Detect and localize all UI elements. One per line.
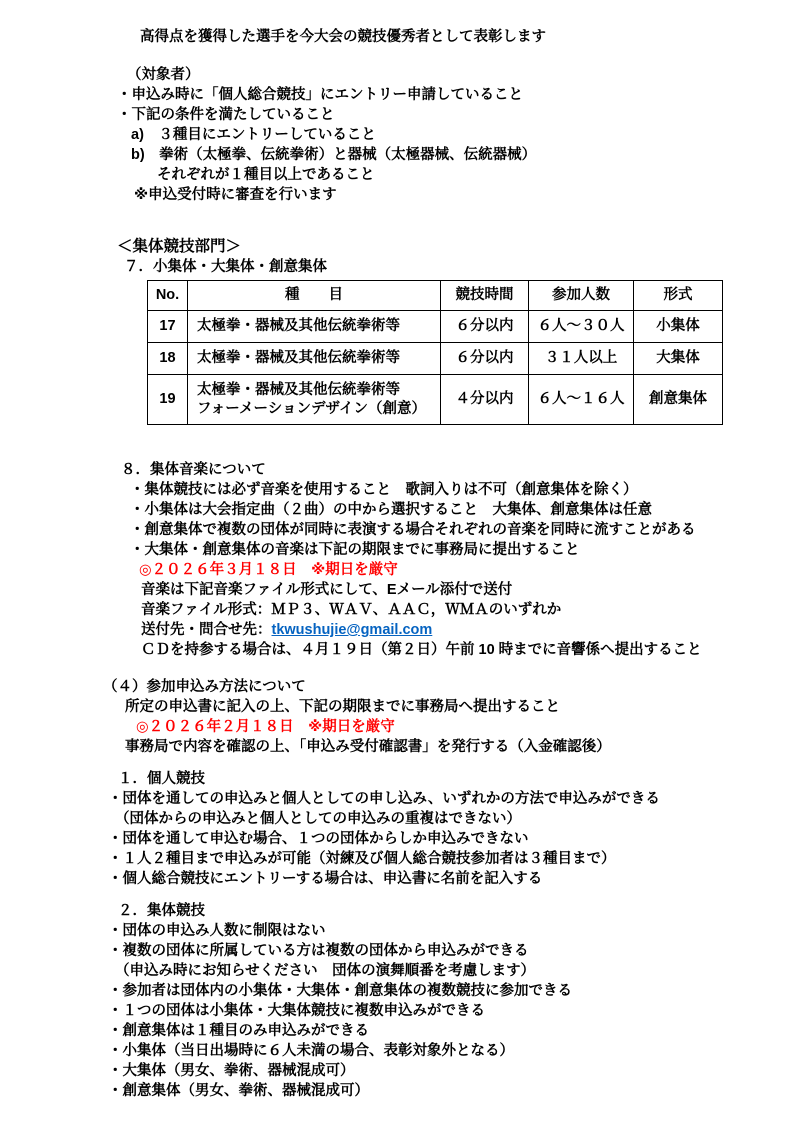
condition-item-b-continued: それぞれが１種目以上であること [157, 167, 375, 183]
music-bullet: ・大集体・創意集体の音楽は下記の期限までに事務局に提出すること [130, 542, 580, 558]
group-bullet: ・創意集体（男女、拳術、器械混成可） [108, 1083, 369, 1099]
music-deadline: ◎２０２６年３月１８日 ※期日を厳守 [139, 562, 398, 578]
cell-time: ６分以内 [441, 343, 529, 375]
group-bullet: ・参加者は団体内の小集体・大集体・創意集体の複数競技に参加できる [108, 983, 572, 999]
condition-item-b: b) 拳術（太極拳、伝統拳術）と器械（太極器械、伝統器械） [131, 147, 537, 163]
target-heading: （対象者） [127, 67, 200, 83]
music-note: 音楽は下記音楽ファイル形式にして、Eメール添付で送付 [141, 582, 513, 598]
individual-bullet-continued: （団体からの申込みと個人としての申込みの重複はできない） [115, 811, 521, 827]
cell-people: ６人～３０人 [529, 311, 634, 343]
group-bullet: ・小集体（当日出場時に６人未満の場合、表彰対象外となる） [108, 1043, 514, 1059]
music-bullet: ・集体競技には必ず音楽を使用すること 歌詞入りは不可（創意集体を除く） [130, 482, 638, 498]
col-header-people: 参加人数 [529, 281, 634, 311]
music-file-format-note: 音楽ファイル形式：ＭＰ３、ＷＡＶ、ＡＡＣ，ＷＭＡのいずれか [141, 602, 562, 618]
group-bullet: ・１つの団体は小集体・大集体競技に複数申込みができる [108, 1003, 485, 1019]
music-bullet: ・創意集体で複数の団体が同時に表演する場合それぞれの音楽を同時に流すことがある [130, 522, 696, 538]
cd-note: ＣＤを持参する場合は、４月１９日（第２日）午前 10 時までに音響係へ提出すること [141, 642, 702, 658]
spacer [0, 47, 794, 65]
col-header-no: No. [148, 281, 188, 311]
group-bullet: ・大集体（男女、拳術、器械混成可） [108, 1063, 355, 1079]
cell-format: 大集体 [634, 343, 723, 375]
individual-bullet: ・１人２種目まで申込みが可能（対練及び個人総合競技参加者は３種目まで） [108, 851, 616, 867]
spacer [0, 757, 794, 769]
condition-item-a: a) ３種目にエントリーしていること [131, 127, 376, 143]
spacer [0, 205, 794, 237]
cell-no: 19 [148, 375, 188, 425]
cell-no: 18 [148, 343, 188, 375]
application-deadline: ◎２０２６年２月１８日 ※期日を厳守 [136, 719, 395, 735]
table-row [148, 375, 723, 425]
cell-people: ６人～１６人 [529, 375, 634, 425]
contact-email-link[interactable]: tkwushujie@gmail.com [271, 622, 433, 638]
cell-no: 17 [148, 311, 188, 343]
target-bullet: ・申込み時に「個人総合競技」にエントリー申請していること [117, 87, 523, 103]
group-bullet-continued: （申込み時にお知らせください 団体の演舞順番を考慮します） [115, 963, 536, 979]
table-row [148, 343, 723, 375]
section8-heading: ８．集体音楽について [121, 462, 266, 478]
section7-heading: ７．小集体・大集体・創意集体 [124, 259, 327, 275]
cell-format: 小集体 [634, 311, 723, 343]
screening-note: ※申込受付時に審査を行います [134, 187, 337, 203]
cell-time: ４分以内 [441, 375, 529, 425]
group-bullet: ・複数の団体に所属している方は複数の団体から申込みができる [108, 943, 529, 959]
cell-time: ６分以内 [441, 311, 529, 343]
col-header-event: 種 目 [188, 281, 441, 311]
group-heading: ２．集体競技 [118, 903, 205, 919]
section4-heading: （４）参加申込み方法について [103, 679, 306, 695]
spacer [0, 889, 794, 901]
cell-people: ３１人以上 [529, 343, 634, 375]
individual-bullet: ・団体を通しての申込みと個人としての申し込み、いずれかの方法で申込みができる [108, 791, 660, 807]
cell-format: 創意集体 [634, 375, 723, 425]
spacer [0, 660, 794, 677]
application-line: 所定の申込書に記入の上、下記の期限までに事務局へ提出すること [125, 699, 560, 715]
intro-line: 高得点を獲得した選手を今大会の競技優秀者として表彰します [140, 29, 546, 45]
target-bullet: ・下記の条件を満たしていること [117, 107, 335, 123]
music-bullet: ・小集体は大会指定曲（２曲）の中から選択すること 大集体、創意集体は任意 [130, 502, 652, 518]
table-row [148, 311, 723, 343]
table-header-row [148, 281, 723, 311]
cell-event-line2: フォーメーションデザイン（創意） [197, 400, 426, 417]
group-division-heading: ＜集体競技部門＞ [117, 238, 242, 255]
cell-event [188, 375, 441, 425]
cell-event: 太極拳・器械及其他伝統拳術等 [188, 343, 441, 375]
cell-event: 太極拳・器械及其他伝統拳術等 [188, 311, 441, 343]
cell-event-line1: 太極拳・器械及其他伝統拳術等 [197, 381, 400, 398]
events-table [147, 280, 723, 425]
group-bullet: ・創意集体は１種目のみ申込みができる [108, 1023, 369, 1039]
contact-label: 送付先・問合せ先： [141, 622, 272, 638]
contact-line [141, 620, 794, 640]
col-header-time: 競技時間 [441, 281, 529, 311]
col-header-format: 形式 [634, 281, 723, 311]
individual-heading: １．個人競技 [118, 771, 205, 787]
group-bullet: ・団体の申込み人数に制限はない [108, 923, 326, 939]
individual-bullet: ・個人総合競技にエントリーする場合は、申込書に名前を記入する [108, 871, 543, 887]
application-line: 事務局で内容を確認の上、「申込み受付確認書」を発行する（入金確認後） [125, 739, 611, 755]
individual-bullet: ・団体を通して申込む場合、１つの団体からしか申込みできない [108, 831, 529, 847]
